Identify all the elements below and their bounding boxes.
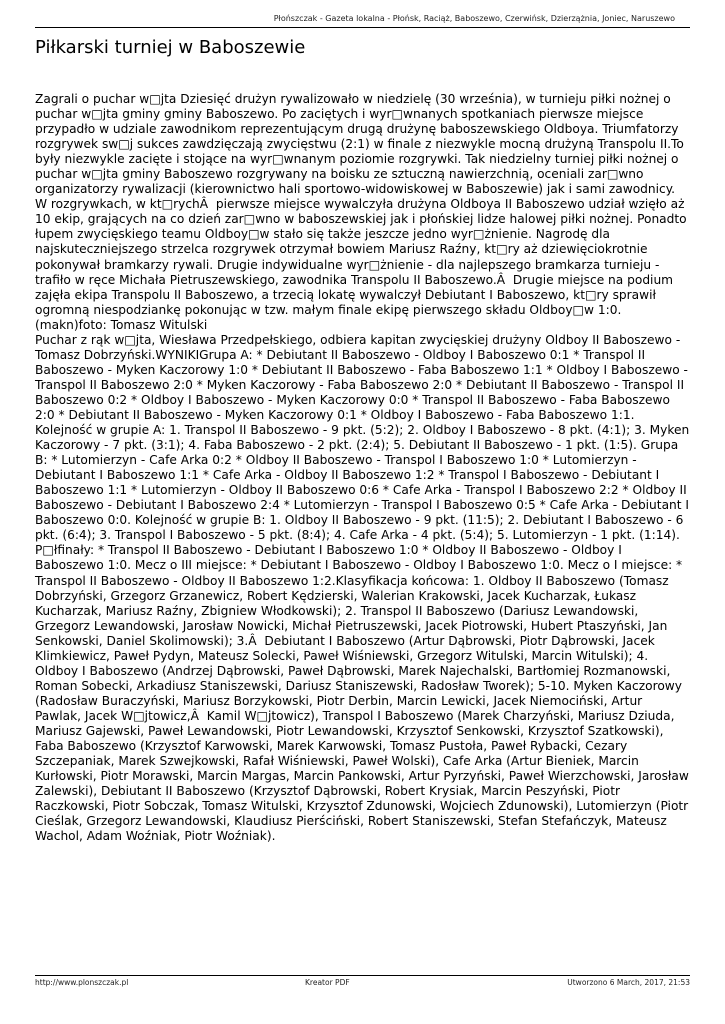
page-header-text: Płońszczak - Gazeta lokalna - Płońsk, Raciąż, Baboszewo, Czerwińsk, Dzierzążnia, Joniec, Naruszewo: [273, 14, 675, 23]
footer-created: Utworzono 6 March, 2017, 21:53: [567, 978, 690, 987]
page-footer: [35, 978, 690, 990]
article-body: Zagrali o puchar w□jta Dziesięć drużyn rywalizowało w niedzielę (30 września), w turnieju piłki nożnej o puchar w□jta gminy gminy Baboszewo. Po zaciętych i wyr□wnanych spotkaniach pierwsze miejsce przypadło w udziale zawodnikom reprezentującym drugą drużynę baboszewskiego Oldboya. Triumfatorzy rozgrywek sw□j sukces zawdzięczają zwycięstwu (2:1) w finale z niezwykle mocną drużyną Transpolu II.To były niezwykle zacięte i stojące na wyr□wnanym poziomie rozgrywki. Tak niedzielny turniej piłki nożnej o puchar w□jta gminy Baboszewo rozgrywany na boisku ze sztuczną nawierzchnią, oceniali zar□wno organizatorzy rywalizacji (kierownictwo hali sportowo-widowiskowej w Baboszewie) jak i sami zawodnicy. W rozgrywkach, w kt□rychÂ pierwsze miejsce wywalczyła drużyna Oldboya II Baboszewo udział wzięło aż 10 ekip, grających na co dzień zar□wno w baboszewskiej jak i płońskiej lidze halowej piłki nożnej. Ponadto łupem zwycięskiego teamu Oldboy□w stało się także jeszcze jedno wyr□żnienie. Nagrodę dla najskuteczniejszego strzelca rozgrywek otrzymał bowiem Mariusz Raźny, kt□ry aż dziewięciokrotnie pokonywał bramkarzy rywali. Drugie indywidualne wyr□żnienie - dla najlepszego bramkarza turnieju - trafiło w ręce Michała Pietruszewskiego, zawodnika Transpolu II Baboszewo.Â Drugie miejsce na podium zajęła ekipa Transpolu II Baboszewo, a trzecią lokatę wywalczył Debiutant I Baboszewo, kt□ry sprawił ogromną niespodziankę pokonując w tzw. małym finale ekipę pierwszego składu Oldboy□w 1:0. (makn)foto: Tomasz Witulski Puchar z rąk w□jta, Wiesława Przedpełskiego, odbiera kapitan zwycięskiej drużyny Oldboy II Baboszewo - Tomasz Dobrzyński.WYNIKIGrupa A: * Debiutant II Baboszewo - Oldboy I Baboszewo 0:1 * Transpol II Baboszewo - Myken Kaczorowy 1:0 * Debiutant II Baboszewo - Faba Baboszewo 1:1 * Oldboy I Baboszewo - Transpol II Baboszewo 2:0 * Myken Kaczorowy - Faba Baboszewo 2:0 * Debiutant II Baboszewo - Transpol II Baboszewo 0:2 * Oldboy I Baboszewo - Myken Kaczorowy 0:0 * Transpol II Baboszewo - Faba Baboszewo 2:0 * Debiutant II Baboszewo - Myken Kaczorowy 0:1 * Oldboy I Baboszewo - Faba Baboszewo 1:1. Kolejność w grupie A: 1. Transpol II Baboszewo - 9 pkt. (5:2); 2. Oldboy I Baboszewo - 8 pkt. (4:1); 3. Myken Kaczorowy - 7 pkt. (3:1); 4. Faba Baboszewo - 2 pkt. (2:4); 5. Debiutant II Baboszewo - 1 pkt. (1:5). Grupa B: * Lutomierzyn - Cafe Arka 0:2 * Oldboy II Baboszewo - Transpol I Baboszewo 1:0 * Lutomierzyn - Debiutant I Baboszewo 1:1 * Cafe Arka - Oldboy II Baboszewo 1:2 * Transpol I Baboszewo - Debiutant I Baboszewo 1:1 * Lutomierzyn - Oldboy II Baboszewo 0:6 * Cafe Arka - Transpol I Baboszewo 2:2 * Oldboy II Baboszewo - Debiutant I Baboszewo 2:4 * Lutomierzyn - Transpol I Baboszewo 0:5 * Cafe Arka - Debiutant I Baboszewo 0:0. Kolejność w grupie B: 1. Oldboy II Baboszewo - 9 pkt. (11:5); 2. Debiutant I Baboszewo - 6 pkt. (6:4); 3. Transpol I Baboszewo - 5 pkt. (8:4); 4. Cafe Arka - 4 pkt. (5:4); 5. Lutomierzyn - 1 pkt. (1:14). P□łfinały: * Transpol II Baboszewo - Debiutant I Baboszewo 1:0 * Oldboy II Baboszewo - Oldboy I Baboszewo 1:0. Mecz o III miejsce: * Debiutant I Baboszewo - Oldboy I Baboszewo 1:0. Mecz o I miejsce: * Transpol II Baboszewo - Oldboy II Baboszewo 1:2.Klasyfikacja końcowa: 1. Oldboy II Baboszewo (Tomasz Dobrzyński, Grzegorz Grzanewicz, Robert Kędzierski, Walerian Krakowski, Jacek Kucharzak, Łukasz Kucharzak, Mariusz Raźny, Zbigniew Włodkowski); 2. Transpol II Baboszewo (Dariusz Lewandowski, Grzegorz Lewandowski, Jarosław Nowicki, Michał Pietruszewski, Jacek Piotrowski, Hubert Ptaszyński, Jan Senkowski, Daniel Skolimowski); 3.Â Debiutant I Baboszewo (Artur Dąbrowski, Piotr Dąbrowski, Jacek Klimkiewicz, Paweł Pydyn, Mateusz Solecki, Paweł Wiśniewski, Grzegorz Witulski, Marcin Witulski); 4. Oldboy I Baboszewo (Andrzej Dąbrowski, Paweł Dąbrowski, Marek Najechalski, Bartłomiej Rozmanowski, Roman Sobecki, Arkadiusz Staniszewski, Dariusz Staniszewski, Radosław Tworek); 5-10. Myken Kaczorowy (Radosław Buraczyński, Mariusz Borzykowski, Piotr Derbin, Marcin Lewicki, Jacek Niemociński, Artur Pawlak, Jacek W□jtowicz,Â Kamil W□jtowicz), Transpol I Baboszewo (Marek Charzyński, Mariusz Dziuda, Mariusz Gajewski, Paweł Lewandowski, Piotr Lewandowski, Krzysztof Senkowski, Krzysztof Szatkowski), Faba Baboszewo (Krzysztof Karwowski, Marek Karwowski, Tomasz Pustoła, Paweł Rybacki, Cezary Szczepaniak, Marek Szwejkowski, Rafał Wiśniewski, Paweł Wolski), Cafe Arka (Artur Bieniek, Marcin Kurłowski, Piotr Morawski, Marcin Margas, Marcin Pankowski, Artur Pyrzyński, Paweł Wierzchowski, Jarosław Zalewski), Debiutant II Baboszewo (Krzysztof Dąbrowski, Robert Krysiak, Marcin Peszyński, Piotr Raczkowski, Piotr Sobczak, Tomasz Witulski, Krzysztof Zdunowski, Wojciech Zdunowski), Lutomierzyn (Piotr Cieślak, Grzegorz Lewandowski, Klaudiusz Pierściński, Robert Staniszewski, Stefan Stefańczyk, Mateusz Wachol, Adam Woźniak, Piotr Woźniak).: [35, 92, 690, 844]
footer-divider: [35, 975, 690, 976]
article-title: Piłkarski turniej w Baboszewie: [35, 37, 306, 58]
footer-url: http://www.plonszczak.pl: [35, 978, 129, 987]
footer-generator: Kreator PDF: [305, 978, 350, 987]
header-divider: [35, 27, 690, 28]
